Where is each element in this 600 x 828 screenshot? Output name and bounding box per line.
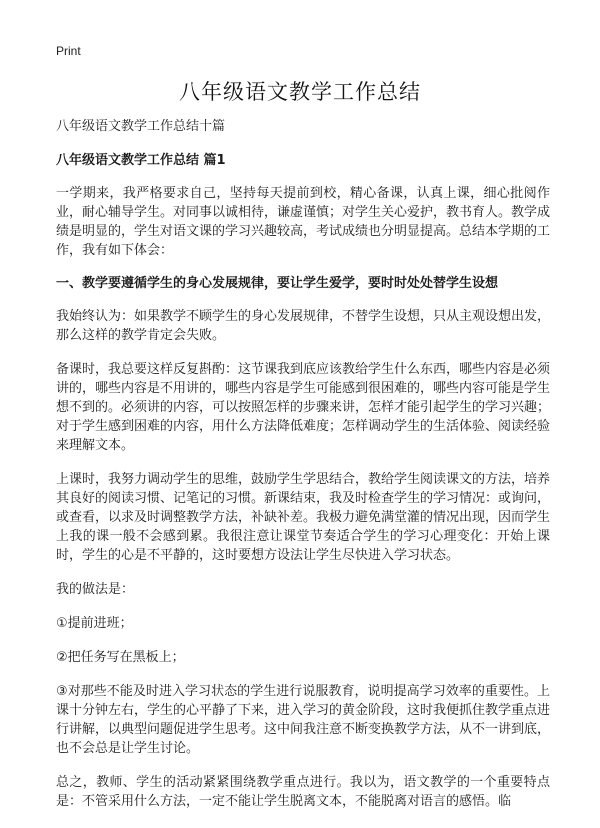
page-title: 八年级语文教学工作总结 — [179, 80, 421, 104]
paragraph-in-class: 上课时，我努力调动学生的思维，鼓励学生学思结合，教给学生阅读课文的方法，培养其良好的阅读习惯、记笔记的习惯。新课结束，我及时检查学生的学习情况：或询问，或查看，以求及时调整教学方法，补缺补差。我极力避免满堂灌的情况出现，因而学生上我的课一般不会感到累。我很注意让课堂节奏适合学生的学习心理变化：开始上课时，学生的心是不平静的，这时要想方设法让学生尽快进入学习状态。 — [56, 472, 551, 563]
paragraph-summary: 总之，教师、学生的活动紧紧围绕教学重点进行。我以为，语文教学的一个重要特点是：不管采用什么方法，一定不能让学生脱离文本，不能脱离对语言的感悟。临 — [56, 775, 550, 809]
print-label[interactable]: Print — [56, 44, 81, 58]
document-subtitle: 八年级语文教学工作总结十篇 — [56, 119, 226, 134]
list-item-3: ③对那些不能及时进入学习状态的学生进行说服教育，说明提高学习效率的重要性。上课十分钟左右，学生的心平静了下来，进入学习的黄金阶段，这时我便抓住教学重点进行讲解，以典型问题促进学生思考。这中间我注意不断变换教学方法，从不一讲到底，也不会总是让学生讨论。 — [56, 684, 551, 756]
list-item-1: ①提前进班； — [56, 616, 133, 631]
paragraph-lesson-prep: 备课时，我总要这样反复斟酌：这节课我到底应该教给学生什么东西，哪些内容是必须讲的，哪些内容是不用讲的，哪些内容是学生可能感到很困难的，哪些内容可能是学生想不到的。必须讲的内容，可以按照怎样的步骤来讲，怎样才能引起学生的学习兴趣；对于学生感到困难的内容，用什么方法降低难度；怎样调动学生的生活体验、阅读经验来理解文本。 — [56, 362, 551, 453]
paragraph-intro: 一学期来，我严格要求自己，坚持每天提前到校，精心备课，认真上课，细心批阅作业，耐心辅导学生。对同事以诚相待，谦虚谨慎；对学生关心爱护，教书育人。教学成绩是明显的，学生对语文课的学习兴趣较高，考试成绩也分明显提高。总结本学期的工作，我有如下体会： — [56, 186, 551, 258]
paragraph-belief: 我始终认为：如果教学不顾学生的身心发展规律，不替学生设想，只从主观设想出发，那么这样的教学肯定会失败。 — [56, 309, 551, 343]
list-item-2: ②把任务写在黑板上； — [56, 650, 185, 665]
document-body — [56, 118, 550, 826]
section-title: 八年级语文教学工作总结 篇1 — [56, 153, 226, 168]
paragraph-method-intro: 我的做法是： — [56, 582, 135, 597]
section-heading-1: 一、教学要遵循学生的身心发展规律，要让学生爱学，要时时处处替学生设想 — [56, 276, 499, 291]
